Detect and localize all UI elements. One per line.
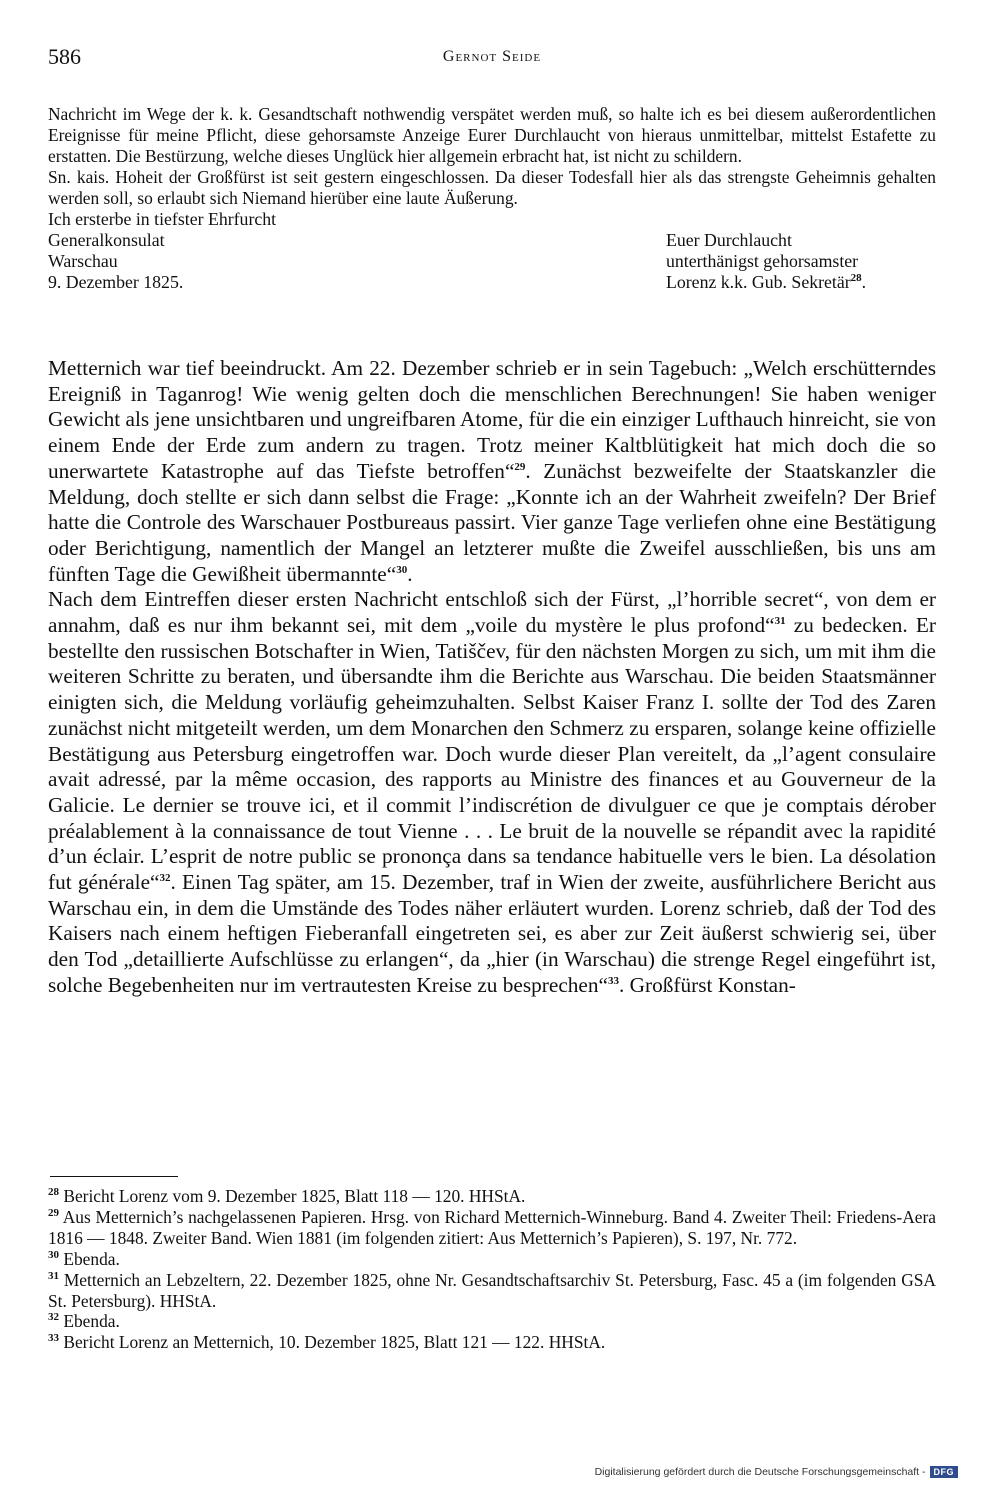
quoted-letter bbox=[48, 104, 936, 293]
letter-closing: Ich ersterbe in tiefster Ehrfurcht bbox=[48, 208, 277, 229]
signature-line: Lorenz k.k. Gub. Sekretär$^{28}$. bbox=[666, 271, 867, 292]
credit-text: Digitalisierung gefördert durch die Deutsche Forschungsgemeinschaft - bbox=[594, 1466, 926, 1478]
sender-line: Generalkonsulat bbox=[48, 229, 165, 250]
footnote: $^{32}$ Ebenda. bbox=[48, 1311, 120, 1332]
footnote: $^{29}$ Aus Metternich’s nachgelassenen Papieren. Hrsg. von Richard Metternich-Winneburg. Band 4. Zweiter Theil: Friedens-Aera 1816 — 1848. Zweiter Band. Wien 1881 (im folgenden zitiert: Aus Metternich’s Papieren), S. 197, Nr. 772. bbox=[48, 1206, 936, 1248]
footnote-ref[interactable]: 28 bbox=[850, 271, 862, 284]
footnote-ref[interactable]: 32 bbox=[159, 871, 171, 884]
footnote-ref[interactable]: 33 bbox=[608, 974, 619, 987]
body-paragraph: Nach dem Eintreffen dieser ersten Nachricht entschloß sich der Fürst, „l’horrible secret“, von dem er annahm, daß es nur ihm bekannt sei, mit dem „voile du mystère le plus profond“$^{31}$ zu bedecken. Er bestellte den russischen Botschafter in Wien, Tatiščev, für den nächsten Morgen zu sich, um mit ihm die weiteren Schritte zu beraten, und übersandte ihm die Berichte aus Warschau. Die beiden Staatsmänner einigten sich, die Meldung vorläufig geheimzuhalten. Selbst Kaiser Franz I. sollte der Tod des Zaren zunächst nicht mitgeteilt werden, um dem Monarchen den Schmerz zu ersparen, solange keine offizielle Bestätigung aus Petersburg eingetroffen war. Doch wurde dieser Plan vereitelt, da „l’agent consulaire avait adressé, par la même occasion, des rapports au Ministre des finances et au Gouverneur de la Galicie. Le dernier se trouve ici, et il commit l’indiscrétion de divulguer ce que je comptais dérober préalablement à la connaissance de tout Vienne . . . Le bruit de la nouvelle se répandit avec la rapidité d’un éclair. L’esprit de notre public se prononça dans sa tendance habituelle vers le bien. La désolation fut générale“$^{32}$. Einen Tag später, am 15. Dezember, traf in Wien der zweite, ausführlichere Bericht aus Warschau ein, in dem die Umstände des Todes näher erläutert wurden. Lorenz schrieb, daß der Tod des Kaisers nach einem heftigen Fieberanfall eingetreten sei, es aber zur Zeit äußerst schwierig sei, über den Tod „detaillierte Aufschlüsse zu erlangen“, da „hier (in Warschau) die strenge Regel eingeführt ist, solche Begebenheiten nur im vertrautesten Kreise zu besprechen“$^{33}$. Großfürst Konstan- bbox=[48, 587, 936, 997]
running-head: Gernot Seide bbox=[442, 48, 542, 65]
dfg-logo-icon: DFG bbox=[930, 1466, 959, 1478]
sender-line: 9. Dezember 1825. bbox=[48, 271, 184, 292]
sender-place-date bbox=[48, 230, 568, 293]
footnote: $^{30}$ Ebenda. bbox=[48, 1248, 120, 1269]
footnote: $^{28}$ Bericht Lorenz vom 9. Dezember 1825, Blatt 118 — 120. HHStA. bbox=[48, 1186, 526, 1206]
page-header bbox=[48, 44, 936, 78]
body-text bbox=[48, 356, 936, 999]
page-number: 586 bbox=[48, 44, 81, 69]
digitization-credit bbox=[595, 1466, 958, 1478]
footnotes bbox=[48, 1186, 936, 1353]
footnote: $^{33}$ Bericht Lorenz an Metternich, 10. Dezember 1825, Blatt 121 — 122. HHStA. bbox=[48, 1332, 606, 1353]
signature bbox=[666, 230, 936, 293]
signature-line: unterthänigst gehorsamster bbox=[666, 250, 859, 271]
footnote-ref[interactable]: 29 bbox=[514, 460, 526, 473]
signature-line: Euer Durchlaucht bbox=[666, 229, 792, 250]
body-paragraph: Metternich war tief beeindruckt. Am 22. Dezember schrieb er in sein Tagebuch: „Welch erschütterndes Ereigniß in Taganrog! Wie wenig gelten doch die menschlichen Berechnungen! Sie haben weniger Gewicht als jene unsichtbaren und ungreifbaren Atome, für die ein einziger Lufthauch hinreicht, sie von einem Ende der Erde zum andern zu tragen. Trotz meiner Kaltblütigkeit hat mich doch die so unerwartete Katastrophe auf das Tiefste betroffen“$^{29}$. Zunächst bezweifelte der Staatskanzler die Meldung, doch stellte er sich dann selbst die Frage: „Konnte ich an der Wahrheit zweifeln? Der Brief hatte die Controle des Warschauer Postbureaus passirt. Vier ganze Tage verliefen ohne eine Bestätigung oder Berichtigung, namentlich der Mangel an letzterer mußte die Zweifel ausschließen, bis uns am fünften Tage die Gewißheit übermannte“$^{30}$. bbox=[48, 356, 936, 586]
footnote: $^{31}$ Metternich an Lebzeltern, 22. Dezember 1825, ohne Nr. Gesandtschaftsarchiv St. Petersburg, Fasc. 45 a (im folgenden GSA St. Petersburg). HHStA. bbox=[48, 1269, 936, 1311]
footnote-divider bbox=[50, 1176, 178, 1177]
footnote-ref[interactable]: 30 bbox=[396, 563, 408, 576]
letter-paragraph: Sn. kais. Hoheit der Großfürst ist seit gestern eingeschlossen. Da dieser Todesfall hier als das strengste Geheimnis gehalten werden soll, so erlaubt sich Niemand hierüber eine laute Äußerung. bbox=[48, 166, 936, 208]
signature-block bbox=[48, 230, 936, 293]
sender-line: Warschau bbox=[48, 250, 118, 271]
letter-paragraph: Nachricht im Wege der k. k. Gesandtschaft nothwendig verspätet werden muß, so halte ich es bei diesem außerordentlichen Ereignisse für meine Pflicht, diese gehorsamste Anzeige Eurer Durchlaucht von hieraus unmittelbar, mittelst Estafette zu erstatten. Die Bestürzung, welche dieses Unglück hier allgemein erbracht hat, ist nicht zu schildern. bbox=[48, 104, 936, 166]
footnote-ref[interactable]: 31 bbox=[774, 614, 786, 627]
